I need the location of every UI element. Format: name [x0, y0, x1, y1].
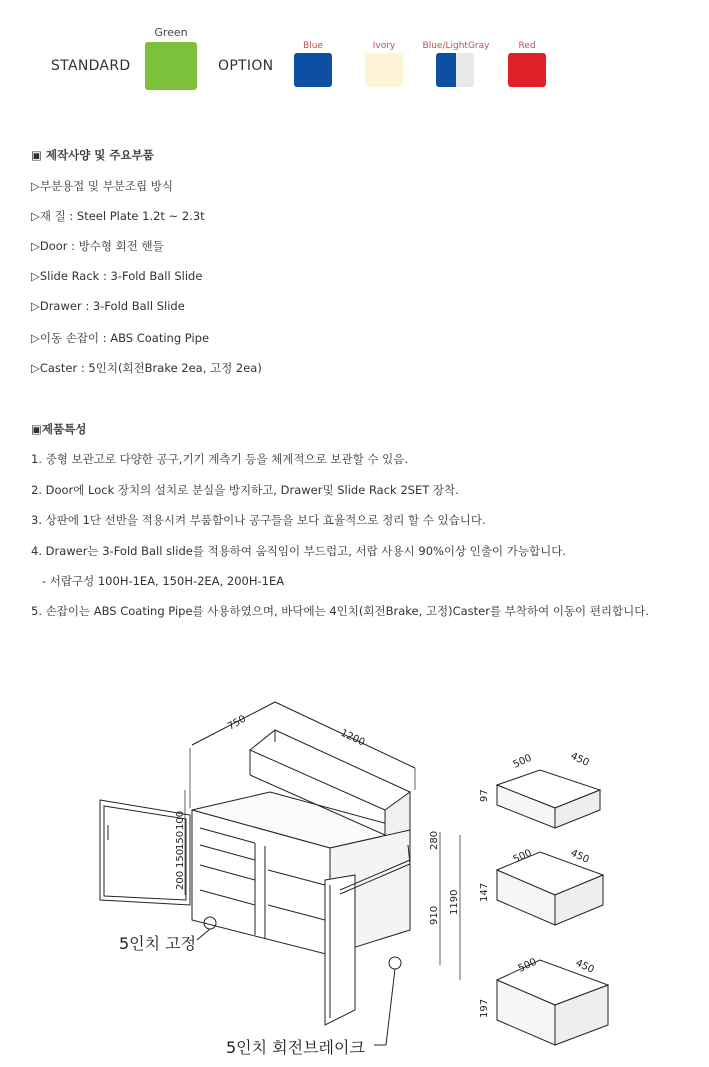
feature-item: 4. Drawer는 3-Fold Ball slide를 적용하여 움직임이 부드럽고, 서랍 사용시 90%이상 인출이 가능합니다. — [31, 544, 566, 558]
standard-label: STANDARD — [51, 58, 131, 74]
dim-shelf: 280 — [429, 830, 440, 850]
dim-body: 910 — [429, 905, 440, 925]
dim-total: 1190 — [449, 889, 460, 915]
dim-drawer-200: 200 — [175, 870, 186, 890]
spec-item: ▷재 질 : Steel Plate 1.2t ~ 2.3t — [31, 209, 205, 223]
spec-item: ▷이동 손잡이 : ABS Coating Pipe — [31, 331, 210, 345]
spec-item: ▷Drawer : 3-Fold Ball Slide — [31, 299, 185, 313]
swatch-blue — [294, 53, 332, 87]
dim-drawer-100: 100 — [175, 810, 186, 830]
features-title: ▣제품특성 — [31, 422, 87, 436]
drawer-1-height: 97 — [479, 789, 490, 802]
drawer-1-depth: 450 — [568, 750, 591, 769]
drawer-2-height: 147 — [479, 882, 490, 902]
spec-item: ▷Caster : 5인치(회전Brake 2ea, 고정 2ea) — [31, 361, 262, 375]
feature-item: 5. 손잡이는 ABS Coating Pipe를 사용하였으며, 바닥에는 4인치(회전Brake, 고정)Caster를 부착하여 이동이 편리합니다. — [31, 604, 650, 618]
swatch-caption-blue-lightgray: Blue/LightGray — [422, 41, 490, 51]
swatch-caption-green: Green — [154, 26, 188, 39]
dim-drawer-150a: 150 — [175, 830, 186, 850]
spec-item: ▷Door : 방수형 회전 핸들 — [31, 239, 164, 253]
swatch-blue-lightgray — [436, 53, 474, 87]
spec-item: ▷부분용접 및 부분조립 방식 — [31, 179, 174, 193]
drawer-2-width: 500 — [511, 847, 534, 866]
feature-item: - 서랍구성 100H-1EA, 150H-2EA, 200H-1EA — [31, 574, 285, 588]
feature-item: 1. 중형 보관고로 다양한 공구,기기 계측기 등을 체계적으로 보관할 수 있음. — [31, 452, 408, 466]
swatch-green — [145, 42, 197, 90]
swatch-red — [508, 53, 546, 87]
drawer-1-width: 500 — [511, 752, 534, 771]
option-label: OPTION — [218, 58, 274, 74]
swatch-caption-blue: Blue — [303, 41, 323, 51]
spec-title: ▣ 제작사양 및 주요부품 — [31, 148, 154, 162]
callout-fixed-caster: 5인치 고정 — [119, 934, 197, 953]
feature-item: 2. Door에 Lock 장치의 설치로 분실을 방지하고, Drawer및 Slide Rack 2SET 장착. — [31, 483, 459, 497]
feature-item: 3. 상판에 1단 선반을 적용시켜 부품함이나 공구들을 보다 효율적으로 정리 할 수 있습니다. — [31, 513, 486, 527]
drawer-3-width: 500 — [516, 956, 539, 975]
cabinet-drawing — [0, 680, 709, 1067]
swatch-caption-ivory: Ivory — [372, 41, 396, 51]
swatch-ivory — [365, 53, 403, 87]
drawer-3-height: 197 — [479, 998, 490, 1018]
dim-drawer-150b: 150 — [175, 848, 186, 868]
spec-item: ▷Slide Rack : 3-Fold Ball Slide — [31, 269, 203, 283]
drawer-3-depth: 450 — [573, 957, 596, 976]
dim-width: 1200 — [338, 727, 367, 749]
dim-depth: 750 — [226, 713, 249, 733]
swatch-caption-red: Red — [518, 41, 536, 51]
callout-brake-caster: 5인치 회전브레이크 — [226, 1038, 365, 1057]
drawer-2-depth: 450 — [568, 847, 591, 866]
